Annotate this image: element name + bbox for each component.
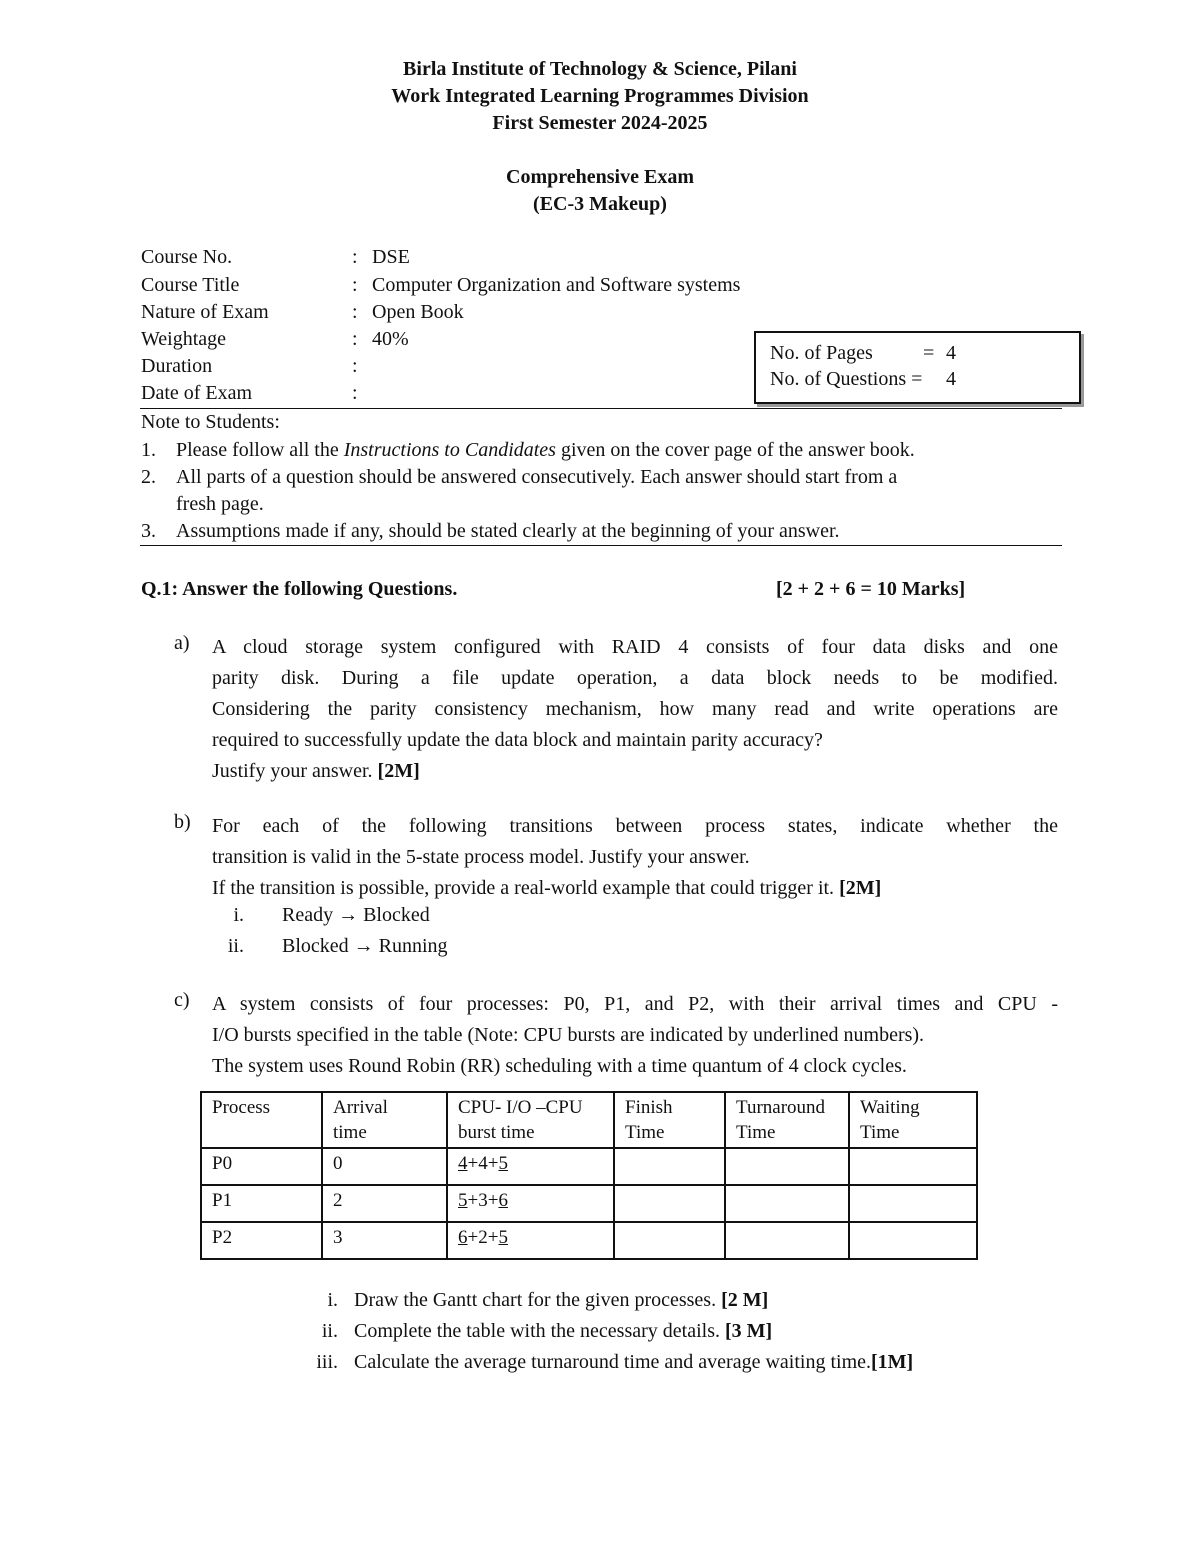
table-row: P2 3 6+2+5 <box>201 1222 977 1259</box>
weightage-label: Weightage <box>141 328 227 350</box>
part-c-label: c) <box>174 989 190 1011</box>
nature-label: Nature of Exam <box>141 301 269 323</box>
th-finish: Finish Time <box>614 1092 725 1148</box>
note-2-line2: fresh page. <box>176 493 264 515</box>
table-header-row <box>201 1092 977 1148</box>
page-count-box: No. of Pages = 4 No. of Questions = 4 <box>754 331 1081 404</box>
part-b-text: For each of the following transitions between process states, indicate whether the transition is valid in the 5-state process model. Justify your answer. If the transition is possible, provide a real-world example that could trigger it. [2M] <box>212 815 1058 899</box>
note-1: Please follow all the Instructions to Candidates given on the cover page of the answer book. <box>176 439 915 461</box>
date-label: Date of Exam <box>141 382 253 404</box>
transition-1: Ready → Blocked <box>282 904 430 926</box>
exam-title: Comprehensive Exam <box>506 166 694 188</box>
th-process: Process <box>201 1092 322 1148</box>
note-2-line1: All parts of a question should be answered consecutively. Each answer should start from a <box>176 466 898 488</box>
part-b-label: b) <box>174 811 191 833</box>
table-row: P0 0 4+4+5 <box>201 1148 977 1185</box>
th-burst: CPU- I/O –CPU burst time <box>447 1092 614 1148</box>
divider-bottom <box>140 545 1062 546</box>
divider-top <box>140 408 1062 409</box>
task-1: Draw the Gantt chart for the given processes. [2 M] <box>354 1289 769 1311</box>
transition-2: Blocked → Running <box>282 935 448 957</box>
task-3: Calculate the average turnaround time and average waiting time.[1M] <box>354 1351 914 1373</box>
task-2: Complete the table with the necessary details. [3 M] <box>354 1320 773 1342</box>
institute-name: Birla Institute of Technology & Science, Pilani <box>403 58 797 80</box>
nature-value: Open Book <box>372 301 464 323</box>
pages-value: 4 <box>946 342 956 364</box>
th-waiting: Waiting Time <box>849 1092 977 1148</box>
weightage-value: 40% <box>372 328 409 350</box>
course-title-label: Course Title <box>141 274 240 296</box>
pages-label: No. of Pages <box>770 342 873 364</box>
th-arrival: Arrival time <box>322 1092 447 1148</box>
course-no-label: Course No. <box>141 246 233 268</box>
exam-type: (EC-3 Makeup) <box>533 193 667 215</box>
notes-title: Note to Students: <box>141 411 280 433</box>
questions-value: 4 <box>946 368 956 390</box>
part-a-label: a) <box>174 632 190 654</box>
course-no-value: DSE <box>372 246 410 268</box>
q1-title: Q.1: Answer the following Questions. <box>141 578 458 600</box>
questions-label: No. of Questions = <box>770 368 923 390</box>
part-a-text: A cloud storage system configured with RAID 4 consists of four data disks and one parity disk. During a file update operation, a data block needs to be modified. Considering the parity consistency mechanism, how many read and write operations are required to successfully update the data block and maintain parity accuracy? Justify your answer. [2M] <box>212 636 1058 782</box>
process-table <box>200 1091 978 1260</box>
duration-label: Duration <box>141 355 213 377</box>
note-3: Assumptions made if any, should be stated clearly at the beginning of your answer. <box>176 520 840 542</box>
th-turnaround: Turnaround Time <box>725 1092 849 1148</box>
q1-marks: [2 + 2 + 6 = 10 Marks] <box>776 578 966 600</box>
semester: First Semester 2024-2025 <box>492 112 708 134</box>
course-title-value: Computer Organization and Software systems <box>372 274 741 296</box>
division-name: Work Integrated Learning Programmes Division <box>391 85 809 107</box>
table-row: P1 2 5+3+6 <box>201 1185 977 1222</box>
part-c-text: A system consists of four processes: P0, P1, and P2, with their arrival times and CPU - I/O bursts specified in the table (Note: CPU bursts are indicated by underlined numbers). The system uses Round Robin (RR) scheduling with a time quantum of 4 clock cycles. <box>212 993 1058 1077</box>
